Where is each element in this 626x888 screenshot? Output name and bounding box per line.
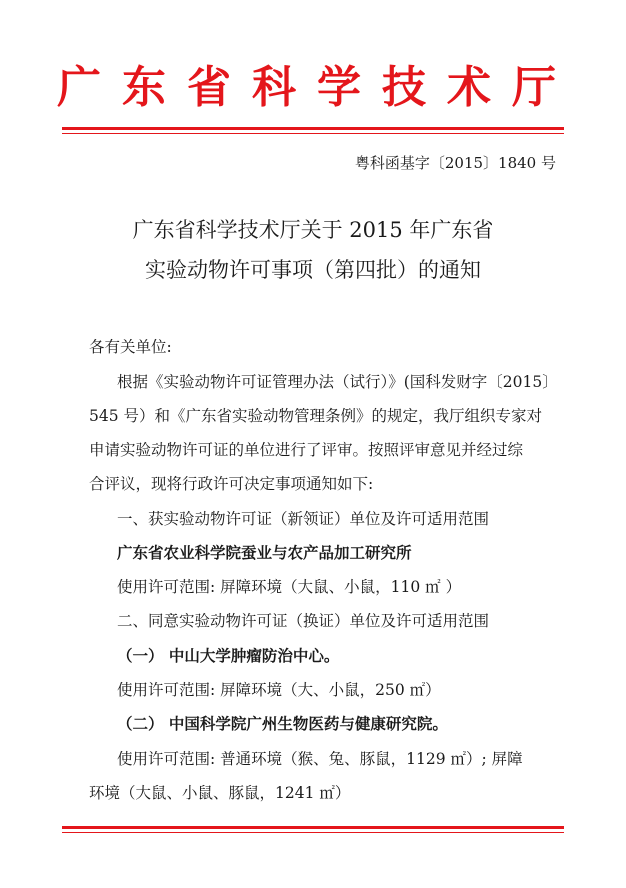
section-1-organization: 广东省农业科学院蚕业与农产品加工研究所 <box>117 543 412 562</box>
salutation: 各有关单位: <box>89 338 172 356</box>
document-number: 粤科函基字〔2015〕1840 号 <box>354 154 556 172</box>
section-1-heading: 一、获实验动物许可证（新领证）单位及许可适用范围 <box>117 510 490 528</box>
letterhead-title: 广东省科学技术厅 <box>57 62 577 113</box>
section-2-item-2-organization: （二） 中国科学院广州生物医药与健康研究院。 <box>117 714 448 733</box>
letterhead-rule-thin <box>62 133 564 134</box>
body-paragraph-line: 545 号）和《广东省实验动物管理条例》的规定，我厅组织专家对 <box>89 407 543 425</box>
footer-rule-thin <box>62 832 564 833</box>
section-2-item-2-scope-line-1: 使用许可范围: 普通环境（猴、兔、豚鼠，1129 ㎡）; 屏障 <box>117 750 523 768</box>
body-paragraph-line: 合评议，现将行政许可决定事项通知如下: <box>89 475 374 493</box>
notice-title-line-2: 实验动物许可事项（第四批）的通知 <box>145 258 481 282</box>
section-2-item-1-organization: （一） 中山大学肿瘤防治中心。 <box>117 646 340 665</box>
section-1-scope: 使用许可范围: 屏障环境（大鼠、小鼠，110 ㎡ ） <box>117 578 462 596</box>
body-paragraph-line: 根据《实验动物许可证管理办法（试行）》(国科发财字〔2015〕 <box>117 373 558 391</box>
section-2-item-1-scope: 使用许可范围: 屏障环境（大、小鼠，250 ㎡） <box>117 681 441 699</box>
body-paragraph-line: 申请实验动物许可证的单位进行了评审。按照评审意见并经过综 <box>89 441 524 459</box>
section-2-item-2-scope-line-2: 环境（大鼠、小鼠、豚鼠，1241 ㎡） <box>89 784 351 802</box>
footer-rule-thick <box>62 826 564 829</box>
letterhead-rule-thick <box>62 127 564 130</box>
section-2-heading: 二、同意实验动物许可证（换证）单位及许可适用范围 <box>117 612 490 630</box>
notice-title-line-1: 广东省科学技术厅关于 2015 年广东省 <box>132 218 494 242</box>
